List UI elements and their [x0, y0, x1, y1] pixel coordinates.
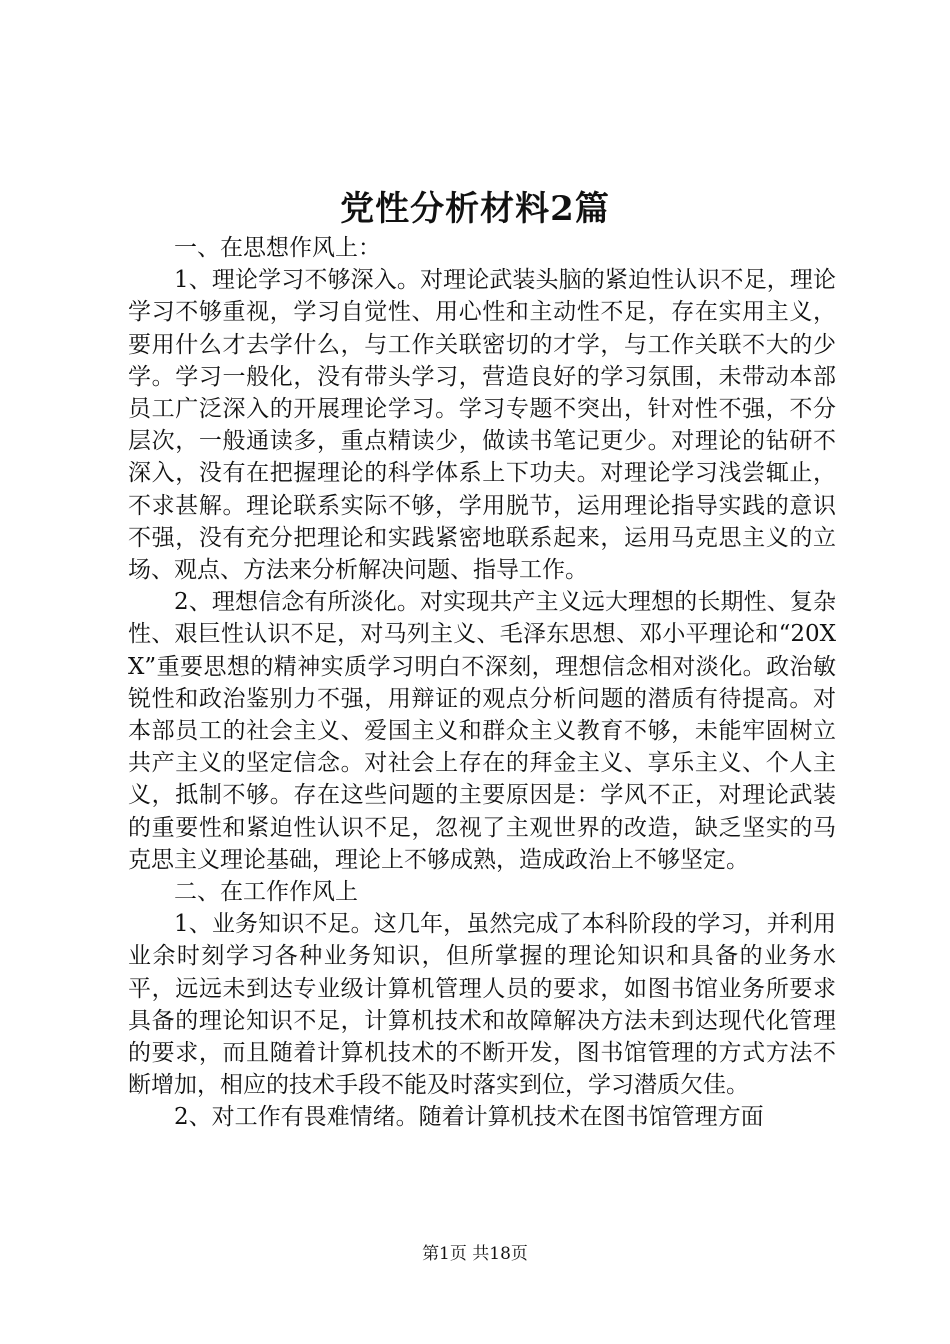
- document-body: [128, 232, 836, 1134]
- section-heading-thought: 一、在思想作风上：: [174, 235, 381, 261]
- paragraph-business-knowledge: 1、业务知识不足。这几年，虽然完成了本科阶段的学习，并利用业余时刻学习各种业务知识，但所掌握的理论知识和具备的业务水平，远远未到达专业级计算机管理人员的要求，如图书馆业务所要求具备的理论知识不足，计算机技术和故障解决方法未到达现代化管理的要求，而且随着计算机技术的不断开发，图书馆管理的方式方法不断增加，相应的技术手段不能及时落实到位，学习潜质欠佳。: [128, 911, 836, 1099]
- paragraph-ideals-belief: 2、理想信念有所淡化。对实现共产主义远大理想的长期性、复杂性、艰巨性认识不足，对马列主义、毛泽东思想、邓小平理论和“20XX”重要思想的精神实质学习明白不深刻，理想信念相对淡化。政治敏锐性和政治鉴别力不强，用辩证的观点分析问题的潜质有待提高。对本部员工的社会主义、爱国主义和群众主义教育不够，未能牢固树立共产主义的坚定信念。对社会上存在的拜金主义、享乐主义、个人主义，抵制不够。存在这些问题的主要原因是：学风不正，对理论武装的重要性和紧迫性认识不足，忽视了主观世界的改造，缺乏坚实的马克思主义理论基础，理论上不够成熟，造成政治上不够坚定。: [128, 589, 836, 873]
- page-total: 共18页: [472, 1244, 528, 1264]
- document-title: 党性分析材料2篇: [340, 189, 610, 229]
- paragraph-theory-study: 1、理论学习不够深入。对理论武装头脑的紧迫性认识不足，理论学习不够重视，学习自觉性、用心性和主动性不足，存在实用主义，要用什么才去学什么，与工作关联密切的才学，与工作关联不大的少学。学习一般化，没有带头学习，营造良好的学习氛围，未带动本部员工广泛深入的开展理论学习。学习专题不突出，针对性不强，不分层次，一般通读多，重点精读少，做读书笔记更少。对理论的钻研不深入，没有在把握理论的科学体系上下功夫。对理论学习浅尝辄止，不求甚解。理论联系实际不够，学用脱节，运用理论指导实践的意识不强，没有充分把理论和实践紧密地联系起来，运用马克思主义的立场、观点、方法来分析解决问题、指导工作。: [128, 267, 836, 584]
- page-number: 第1页: [422, 1244, 467, 1264]
- section-heading-work: 二、在工作作风上: [174, 879, 358, 906]
- paragraph-work-attitude: 2、对工作有畏难情绪。随着计算机技术在图书馆管理方面: [174, 1104, 764, 1131]
- page-footer: [0, 1242, 950, 1266]
